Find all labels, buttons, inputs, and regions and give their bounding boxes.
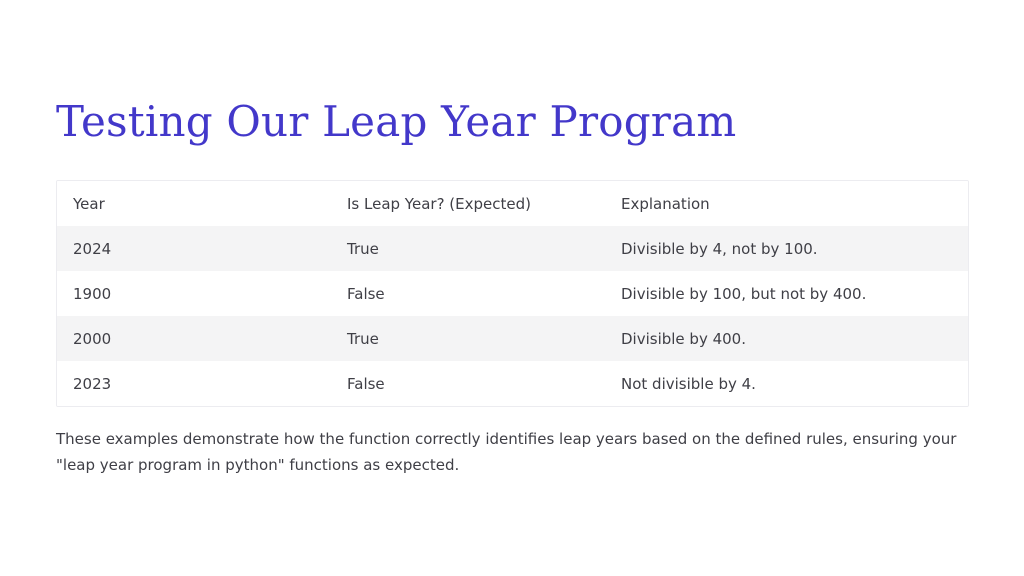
table-header-row — [57, 181, 968, 226]
column-header-explanation: Explanation — [621, 194, 710, 213]
table-row — [57, 361, 968, 406]
column-header-expected: Is Leap Year? (Expected) — [347, 194, 531, 213]
cell-expected: False — [347, 374, 385, 393]
cell-expected: True — [347, 329, 379, 348]
column-header-year: Year — [73, 194, 105, 213]
table-row — [57, 226, 968, 271]
cell-expected: False — [347, 284, 385, 303]
cell-explanation: Divisible by 400. — [621, 329, 746, 348]
page-title: Testing Our Leap Year Program — [56, 97, 737, 146]
cell-year: 2023 — [73, 374, 112, 393]
description-paragraph: These examples demonstrate how the function correctly identifies leap years based on the defined rules, ensuring your "leap year program in python" functions as expected. — [56, 430, 957, 474]
cell-year: 2024 — [73, 239, 112, 258]
cell-explanation: Divisible by 4, not by 100. — [621, 239, 818, 258]
leap-year-test-table — [56, 180, 969, 407]
cell-year: 1900 — [73, 284, 112, 303]
results-table — [57, 181, 968, 406]
cell-explanation: Divisible by 100, but not by 400. — [621, 284, 867, 303]
cell-explanation: Not divisible by 4. — [621, 374, 756, 393]
table-row — [57, 316, 968, 361]
cell-year: 2000 — [73, 329, 112, 348]
slide — [56, 96, 969, 474]
table-row — [57, 271, 968, 316]
cell-expected: True — [347, 239, 379, 258]
